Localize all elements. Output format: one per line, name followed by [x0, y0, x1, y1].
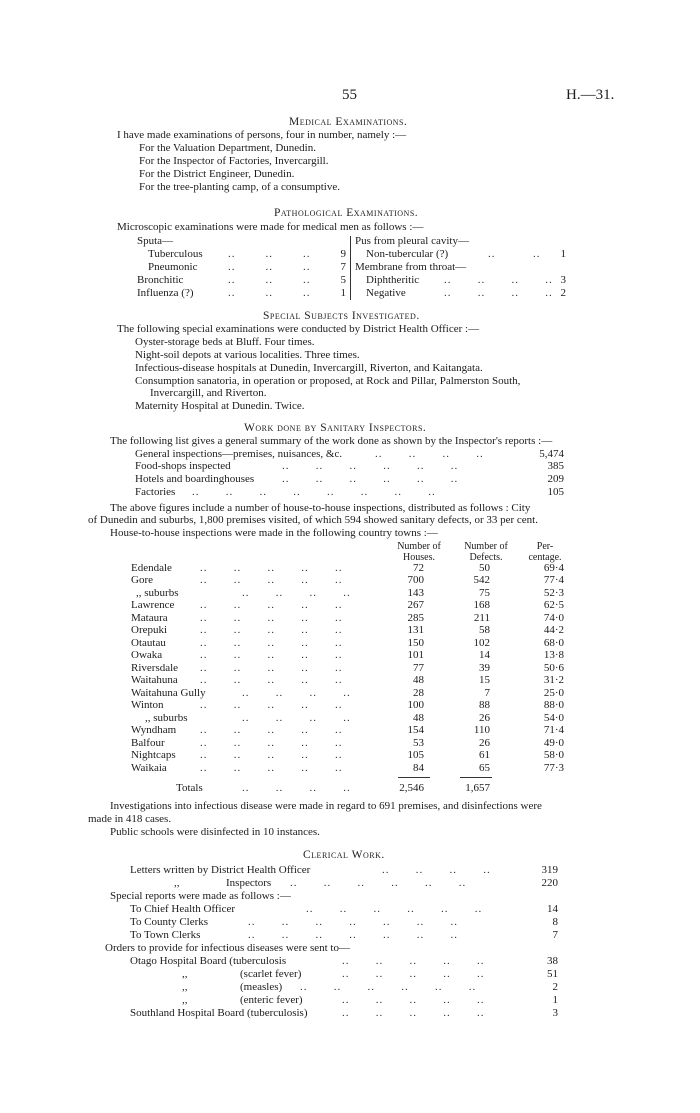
specimen-label: Diphtheritic: [366, 274, 420, 286]
column-header-percentage: Per-: [536, 541, 554, 552]
specimen-count: 3: [560, 274, 566, 286]
ditto-mark: ,,: [174, 877, 180, 889]
pathological-heading: Pathological Examinations.: [274, 207, 419, 219]
percentage: 77·3: [543, 762, 564, 774]
totals-rule: [398, 777, 430, 778]
town-name: Otautau: [131, 637, 166, 649]
percentage: 62·5: [543, 599, 564, 611]
houses-count: 150: [407, 637, 424, 649]
town-name: Winton: [131, 699, 164, 711]
leader-dots: .. .. .. .. ..: [200, 674, 343, 686]
houses-count: 28: [413, 687, 424, 699]
specimen-label: Influenza (?): [137, 287, 194, 299]
paragraph-line: House-to-house inspections were made in the following country towns :—: [110, 527, 438, 539]
specimen-label: Negative: [366, 287, 406, 299]
document-reference: H.—31.: [566, 87, 615, 103]
leader-dots: .. .. .. .. ..: [200, 662, 343, 674]
special-line: Consumption sanatoria, in operation or proposed, at Rock and Pillar, Palmerston South,: [135, 375, 521, 387]
special-line: Oyster-storage beds at Bluff. Four times.: [135, 336, 315, 348]
houses-count: 700: [407, 574, 424, 586]
defects-count: 39: [479, 662, 490, 674]
percentage: 49·0: [543, 737, 564, 749]
clerical-count: 1: [552, 994, 558, 1006]
specimen-count: 1: [340, 287, 346, 299]
leader-dots: .. .. .. .. .. .. ..: [248, 929, 458, 941]
defects-count: 26: [479, 712, 490, 724]
table-row: [0, 574, 700, 587]
leader-dots: .. .. .. .. ..: [200, 612, 343, 624]
page-number: 55: [342, 87, 357, 103]
pathological-intro: Microscopic examinations were made for medical men as follows :—: [117, 221, 424, 233]
town-name: ,, suburbs: [145, 712, 188, 724]
percentage: 77·4: [543, 574, 564, 586]
leader-dots: .. .. .. .. ..: [200, 637, 343, 649]
defects-count: 50: [479, 562, 490, 574]
leader-dots: .. .. .. .. ..: [200, 574, 343, 586]
summary-value: 5,474: [539, 448, 564, 460]
defects-count: 58: [479, 624, 490, 636]
town-name: Wyndham: [131, 724, 177, 736]
houses-count: 84: [413, 762, 424, 774]
summary-label: Factories: [135, 486, 176, 498]
table-row: [0, 749, 700, 762]
percentage: 69·4: [543, 562, 564, 574]
summary-label: Food-shops inspected: [135, 460, 231, 472]
clerical-label: Otago Hospital Board (tuberculosis: [130, 955, 287, 967]
medical-item: For the Valuation Department, Dunedin.: [139, 142, 316, 154]
summary-label: General inspections—premises, nuisances, &c.: [135, 448, 343, 460]
houses-count: 101: [407, 649, 424, 661]
special-intro: The following special examinations were conducted by District Health Officer :—: [117, 323, 480, 335]
houses-count: 143: [407, 587, 424, 599]
specimen-label: Non-tubercular (?): [366, 248, 449, 260]
medical-heading: Medical Examinations.: [289, 116, 408, 128]
medical-intro: I have made examinations of persons, four in number, namely :—: [117, 129, 407, 141]
leader-dots: .. .. .. ..: [242, 782, 351, 794]
clerical-count: 51: [547, 968, 558, 980]
defects-count: 168: [473, 599, 490, 611]
column-header-percentage: centage.: [528, 552, 562, 563]
leader-dots: .. .. .. .. .. .. .. ..: [192, 486, 436, 498]
leader-dots: .. .. .. ..: [444, 287, 553, 299]
houses-count: 154: [407, 724, 424, 736]
leader-dots: .. .. .. .. ..: [342, 1007, 485, 1019]
leader-dots: .. .. .. .. ..: [200, 562, 343, 574]
totals-rule: [460, 777, 492, 778]
clerical-count: 8: [552, 916, 558, 928]
leader-dots: .. .. .. ..: [382, 864, 491, 876]
leader-dots: .. .. .. ..: [444, 274, 553, 286]
town-name: Nightcaps: [131, 749, 176, 761]
leader-dots: .. .. ..: [228, 287, 311, 299]
town-name: Waitahuna: [131, 674, 178, 686]
specimen-count: 1: [560, 248, 566, 260]
defects-count: 61: [479, 749, 490, 761]
table-row: [0, 762, 700, 775]
percentage: 88·0: [543, 699, 564, 711]
specimen-count: 2: [560, 287, 566, 299]
clerical-label: To Chief Health Officer: [130, 903, 236, 915]
leader-dots: .. .. .. .. .. ..: [300, 981, 477, 993]
leader-dots: .. .. .. .. ..: [200, 737, 343, 749]
defects-count: 26: [479, 737, 490, 749]
paragraph-line: Public schools were disinfected in 10 instances.: [110, 826, 320, 838]
ditto-mark: ,,: [182, 981, 188, 993]
clerical-label: To County Clerks: [130, 916, 209, 928]
paragraph-line: made in 418 cases.: [88, 813, 172, 825]
houses-count: 77: [413, 662, 424, 674]
leader-dots: .. .. .. .. .. ..: [282, 460, 459, 472]
totals-defects: 1,657: [465, 782, 490, 794]
ditto-mark: ,,: [182, 994, 188, 1006]
leader-dots: .. .. .. .. ..: [342, 994, 485, 1006]
table-row: [0, 624, 700, 637]
clerical-label: Southland Hospital Board (tuberculosis): [130, 1007, 308, 1019]
summary-value: 385: [547, 460, 564, 472]
paragraph-line: of Dunedin and suburbs, 1,800 premises visited, of which 594 showed sanitary defects, or 33 per cent.: [88, 514, 538, 526]
leader-dots: .. .. .. ..: [242, 712, 351, 724]
percentage: 44·2: [543, 624, 564, 636]
leader-dots: .. .. .. .. ..: [200, 649, 343, 661]
leader-dots: .. .. .. .. ..: [200, 724, 343, 736]
leader-dots: .. .. .. .. ..: [342, 968, 485, 980]
paragraph-line: The above figures include a number of house-to-house inspections, distributed as follows : City: [110, 502, 531, 514]
medical-item: For the District Engineer, Dunedin.: [139, 168, 295, 180]
houses-count: 285: [407, 612, 424, 624]
specimen-count: 7: [340, 261, 346, 273]
clerical-heading: Clerical Work.: [303, 849, 385, 861]
town-name: Waitahuna Gully: [131, 687, 206, 699]
column-header-defects: Number of: [464, 541, 508, 552]
column-header-defects: Defects.: [469, 552, 503, 563]
leader-dots: .. .. .. .. .. .. ..: [248, 916, 458, 928]
percentage: 58·0: [543, 749, 564, 761]
defects-count: 110: [473, 724, 490, 736]
percentage: 31·2: [543, 674, 564, 686]
column-header-houses: Number of: [397, 541, 441, 552]
table-row: [0, 699, 700, 712]
specimen-label: Pneumonic: [148, 261, 198, 273]
clerical-subheading: Orders to provide for infectious diseases were sent to—: [105, 942, 350, 954]
specimen-group-label: Sputa—: [137, 235, 174, 247]
ditto-mark: ,,: [182, 968, 188, 980]
clerical-label: To Town Clerks: [130, 929, 201, 941]
defects-count: 542: [473, 574, 490, 586]
defects-count: 14: [479, 649, 490, 661]
leader-dots: .. .. .. .. .. ..: [306, 903, 483, 915]
defects-count: 211: [473, 612, 490, 624]
clerical-label: Inspectors: [226, 877, 272, 889]
clerical-label: Letters written by District Health Officer: [130, 864, 311, 876]
clerical-count: 220: [541, 877, 558, 889]
percentage: 52·3: [543, 587, 564, 599]
summary-value: 105: [547, 486, 564, 498]
sanitary-intro: The following list gives a general summary of the work done as shown by the Inspector's reports :—: [110, 435, 553, 447]
houses-count: 48: [413, 674, 424, 686]
houses-count: 48: [413, 712, 424, 724]
table-row: [0, 599, 700, 612]
special-line: Infectious-disease hospitals at Dunedin, Invercargill, Riverton, and Kaitangata.: [135, 362, 483, 374]
percentage: 50·6: [543, 662, 564, 674]
defects-count: 75: [479, 587, 490, 599]
houses-count: 267: [407, 599, 424, 611]
specimen-group-label: Pus from pleural cavity—: [355, 235, 469, 247]
table-row: [0, 674, 700, 687]
special-line: Maternity Hospital at Dunedin. Twice.: [135, 400, 305, 412]
percentage: 54·0: [543, 712, 564, 724]
percentage: 13·8: [543, 649, 564, 661]
specimen-group-label: Membrane from throat—: [355, 261, 467, 273]
town-name: Waikaia: [131, 762, 167, 774]
leader-dots: .. .. .. .. .. ..: [282, 473, 459, 485]
clerical-subheading: Special reports were made as follows :—: [110, 890, 291, 902]
town-name: Orepuki: [131, 624, 168, 636]
town-name: Riversdale: [131, 662, 179, 674]
town-name: ,, suburbs: [136, 587, 179, 599]
leader-dots: .. ..: [488, 248, 541, 260]
defects-count: 7: [484, 687, 490, 699]
town-name: Lawrence: [131, 599, 175, 611]
houses-count: 72: [413, 562, 424, 574]
totals-label: Totals: [176, 782, 203, 794]
percentage: 74·0: [543, 612, 564, 624]
specimen-count: 5: [340, 274, 346, 286]
percentage: 71·4: [543, 724, 564, 736]
leader-dots: .. .. ..: [228, 261, 311, 273]
defects-count: 15: [479, 674, 490, 686]
paragraph-line: Investigations into infectious disease were made in regard to 691 premises, and disinfections were: [110, 800, 542, 812]
town-name: Balfour: [131, 737, 165, 749]
specimen-label: Bronchitic: [137, 274, 184, 286]
leader-dots: .. .. .. .. ..: [200, 762, 343, 774]
special-heading: Special Subjects Investigated.: [263, 310, 420, 322]
special-line: Invercargill, and Riverton.: [150, 387, 267, 399]
specimen-count: 9: [340, 248, 346, 260]
medical-item: For the Inspector of Factories, Invercargill.: [139, 155, 329, 167]
column-divider: [350, 236, 351, 300]
sanitary-heading: Work done by Sanitary Inspectors.: [244, 422, 427, 434]
table-row: [0, 724, 700, 737]
houses-count: 53: [413, 737, 424, 749]
percentage: 25·0: [543, 687, 564, 699]
clerical-count: 38: [547, 955, 558, 967]
defects-count: 102: [473, 637, 490, 649]
town-name: Edendale: [131, 562, 172, 574]
summary-value: 209: [547, 473, 564, 485]
town-name: Mataura: [131, 612, 168, 624]
leader-dots: .. .. .. ..: [242, 587, 351, 599]
leader-dots: .. .. .. .. ..: [342, 955, 485, 967]
table-row: [0, 649, 700, 662]
special-line: Night-soil depots at various localities. Three times.: [135, 349, 360, 361]
specimen-label: Tuberculous: [148, 248, 203, 260]
clerical-count: 319: [541, 864, 558, 876]
percentage: 68·0: [543, 637, 564, 649]
clerical-count: 2: [552, 981, 558, 993]
defects-count: 88: [479, 699, 490, 711]
leader-dots: .. .. .. ..: [375, 448, 484, 460]
defects-count: 65: [479, 762, 490, 774]
leader-dots: .. .. .. .. ..: [200, 699, 343, 711]
houses-count: 131: [407, 624, 424, 636]
clerical-count: 14: [547, 903, 558, 915]
leader-dots: .. .. ..: [228, 248, 311, 260]
town-name: Owaka: [131, 649, 163, 661]
leader-dots: .. .. .. .. ..: [200, 599, 343, 611]
leader-dots: .. .. .. .. ..: [200, 624, 343, 636]
leader-dots: .. .. .. .. .. ..: [290, 877, 467, 889]
clerical-label: (enteric fever): [240, 994, 303, 1006]
column-header-houses: Houses.: [403, 552, 435, 563]
leader-dots: .. .. .. ..: [242, 687, 351, 699]
leader-dots: .. .. ..: [228, 274, 311, 286]
summary-label: Hotels and boardinghouses: [135, 473, 255, 485]
medical-item: For the tree-planting camp, of a consumptive.: [139, 181, 340, 193]
houses-count: 100: [407, 699, 424, 711]
clerical-count: 3: [552, 1007, 558, 1019]
clerical-label: (measles): [240, 981, 283, 993]
clerical-label: (scarlet fever): [240, 968, 302, 980]
town-name: Gore: [131, 574, 153, 586]
totals-houses: 2,546: [399, 782, 424, 794]
clerical-count: 7: [552, 929, 558, 941]
leader-dots: .. .. .. .. ..: [200, 749, 343, 761]
houses-count: 105: [407, 749, 424, 761]
